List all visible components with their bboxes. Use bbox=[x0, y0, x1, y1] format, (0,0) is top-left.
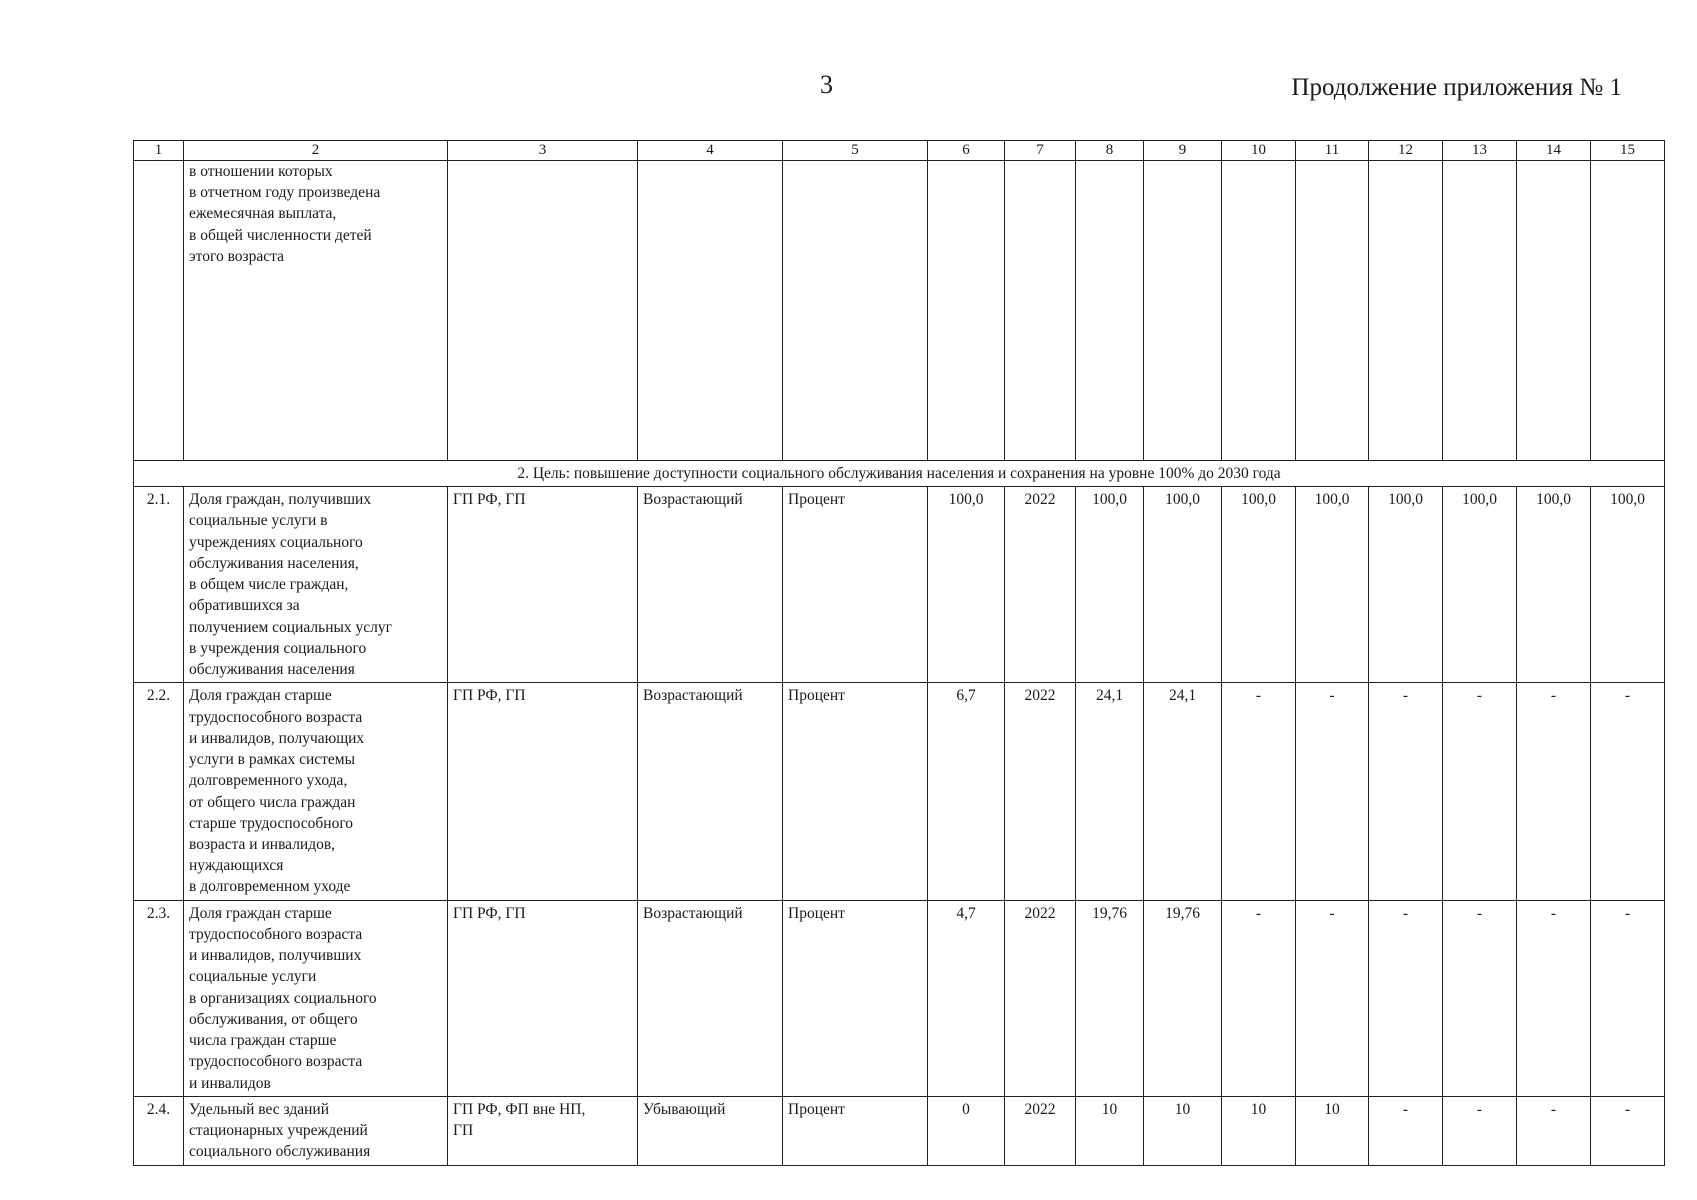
target-value: - bbox=[1296, 683, 1369, 900]
base-year: 2022 bbox=[1005, 487, 1076, 683]
indicator-source: ГП РФ, ГП bbox=[448, 683, 638, 900]
target-value: - bbox=[1517, 683, 1591, 900]
indicator-trend: Возрастающий bbox=[638, 487, 783, 683]
column-number: 6 bbox=[928, 141, 1005, 161]
column-number: 8 bbox=[1076, 141, 1144, 161]
target-value: 100,0 bbox=[1443, 487, 1517, 683]
target-value: 100,0 bbox=[1517, 487, 1591, 683]
indicator-unit: Процент bbox=[783, 900, 928, 1096]
column-number: 14 bbox=[1517, 141, 1591, 161]
target-value: 100,0 bbox=[1369, 487, 1443, 683]
goal-heading: 2. Цель: повышение доступности социального обслуживания населения и сохранения на уровне 100% до 2030 года bbox=[134, 461, 1665, 487]
target-value: - bbox=[1591, 1096, 1665, 1165]
target-value: - bbox=[1591, 683, 1665, 900]
column-number: 7 bbox=[1005, 141, 1076, 161]
target-value: 100,0 bbox=[1076, 487, 1144, 683]
target-value: - bbox=[1222, 683, 1296, 900]
indicator-name: в отношении которых в отчетном году произведена ежемесячная выплата, в общей численности детей этого возраста bbox=[184, 161, 448, 461]
indicator-name: Доля граждан старше трудоспособного возраста и инвалидов, получивших социальные услуги в организациях социального обслуживания, от общего числа граждан старше трудоспособного возраста и инвалидов bbox=[184, 900, 448, 1096]
row-index: 2.3. bbox=[134, 900, 184, 1096]
column-number: 2 bbox=[184, 141, 448, 161]
indicator-unit: Процент bbox=[783, 487, 928, 683]
base-value: 4,7 bbox=[928, 900, 1005, 1096]
target-value: - bbox=[1517, 900, 1591, 1096]
target-value: 24,1 bbox=[1144, 683, 1222, 900]
indicator-trend: Убывающий bbox=[638, 1096, 783, 1165]
target-value: - bbox=[1369, 683, 1443, 900]
indicator-source: ГП РФ, ГП bbox=[448, 487, 638, 683]
indicator-name: Доля граждан старше трудоспособного возраста и инвалидов, получающих услуги в рамках системы долговременного ухода, от общего числа граждан старше трудоспособного возраста и инвалидов, нуждающихся в долговременном уходе bbox=[184, 683, 448, 900]
base-year: 2022 bbox=[1005, 1096, 1076, 1165]
indicator-trend: Возрастающий bbox=[638, 900, 783, 1096]
row-index: 2.2. bbox=[134, 683, 184, 900]
column-number: 4 bbox=[638, 141, 783, 161]
appendix-caption: Продолжение приложения № 1 bbox=[1291, 74, 1622, 101]
base-value: 100,0 bbox=[928, 487, 1005, 683]
target-value: - bbox=[1443, 683, 1517, 900]
column-number: 11 bbox=[1296, 141, 1369, 161]
goal-row bbox=[134, 461, 1665, 487]
indicator-unit: Процент bbox=[783, 1096, 928, 1165]
target-value: - bbox=[1369, 900, 1443, 1096]
table-row bbox=[134, 683, 1665, 900]
continuation-row bbox=[134, 161, 1665, 461]
target-value: - bbox=[1443, 900, 1517, 1096]
indicators-table bbox=[133, 140, 1665, 1166]
target-value: 10 bbox=[1076, 1096, 1144, 1165]
table-row bbox=[134, 900, 1665, 1096]
target-value: - bbox=[1369, 1096, 1443, 1165]
target-value: 10 bbox=[1296, 1096, 1369, 1165]
target-value: 100,0 bbox=[1144, 487, 1222, 683]
indicator-name: Удельный вес зданий стационарных учреждений социального обслуживания bbox=[184, 1096, 448, 1165]
target-value: 19,76 bbox=[1076, 900, 1144, 1096]
target-value: 100,0 bbox=[1296, 487, 1369, 683]
column-number: 13 bbox=[1443, 141, 1517, 161]
base-year: 2022 bbox=[1005, 900, 1076, 1096]
column-number: 10 bbox=[1222, 141, 1296, 161]
column-numbers-row bbox=[134, 141, 1665, 161]
target-value: 100,0 bbox=[1222, 487, 1296, 683]
target-value: - bbox=[1443, 1096, 1517, 1165]
column-number: 12 bbox=[1369, 141, 1443, 161]
indicator-source: ГП РФ, ФП вне НП, ГП bbox=[448, 1096, 638, 1165]
base-value: 0 bbox=[928, 1096, 1005, 1165]
target-value: - bbox=[1296, 900, 1369, 1096]
indicator-name: Доля граждан, получивших социальные услуги в учреждениях социального обслуживания населения, в общем числе граждан, обратившихся за получением социальных услуг в учреждения социального обслуживания населения bbox=[184, 487, 448, 683]
column-number: 5 bbox=[783, 141, 928, 161]
indicator-source: ГП РФ, ГП bbox=[448, 900, 638, 1096]
row-index: 2.1. bbox=[134, 487, 184, 683]
target-value: 100,0 bbox=[1591, 487, 1665, 683]
target-value: - bbox=[1591, 900, 1665, 1096]
target-value: - bbox=[1222, 900, 1296, 1096]
target-value: - bbox=[1517, 1096, 1591, 1165]
column-number: 1 bbox=[134, 141, 184, 161]
row-index: 2.4. bbox=[134, 1096, 184, 1165]
base-value: 6,7 bbox=[928, 683, 1005, 900]
target-value: 24,1 bbox=[1076, 683, 1144, 900]
column-number: 15 bbox=[1591, 141, 1665, 161]
table-row bbox=[134, 487, 1665, 683]
page-number: 3 bbox=[820, 70, 833, 99]
column-number: 9 bbox=[1144, 141, 1222, 161]
column-number: 3 bbox=[448, 141, 638, 161]
base-year: 2022 bbox=[1005, 683, 1076, 900]
indicator-unit: Процент bbox=[783, 683, 928, 900]
target-value: 19,76 bbox=[1144, 900, 1222, 1096]
table-row bbox=[134, 1096, 1665, 1165]
target-value: 10 bbox=[1144, 1096, 1222, 1165]
indicator-trend: Возрастающий bbox=[638, 683, 783, 900]
target-value: 10 bbox=[1222, 1096, 1296, 1165]
